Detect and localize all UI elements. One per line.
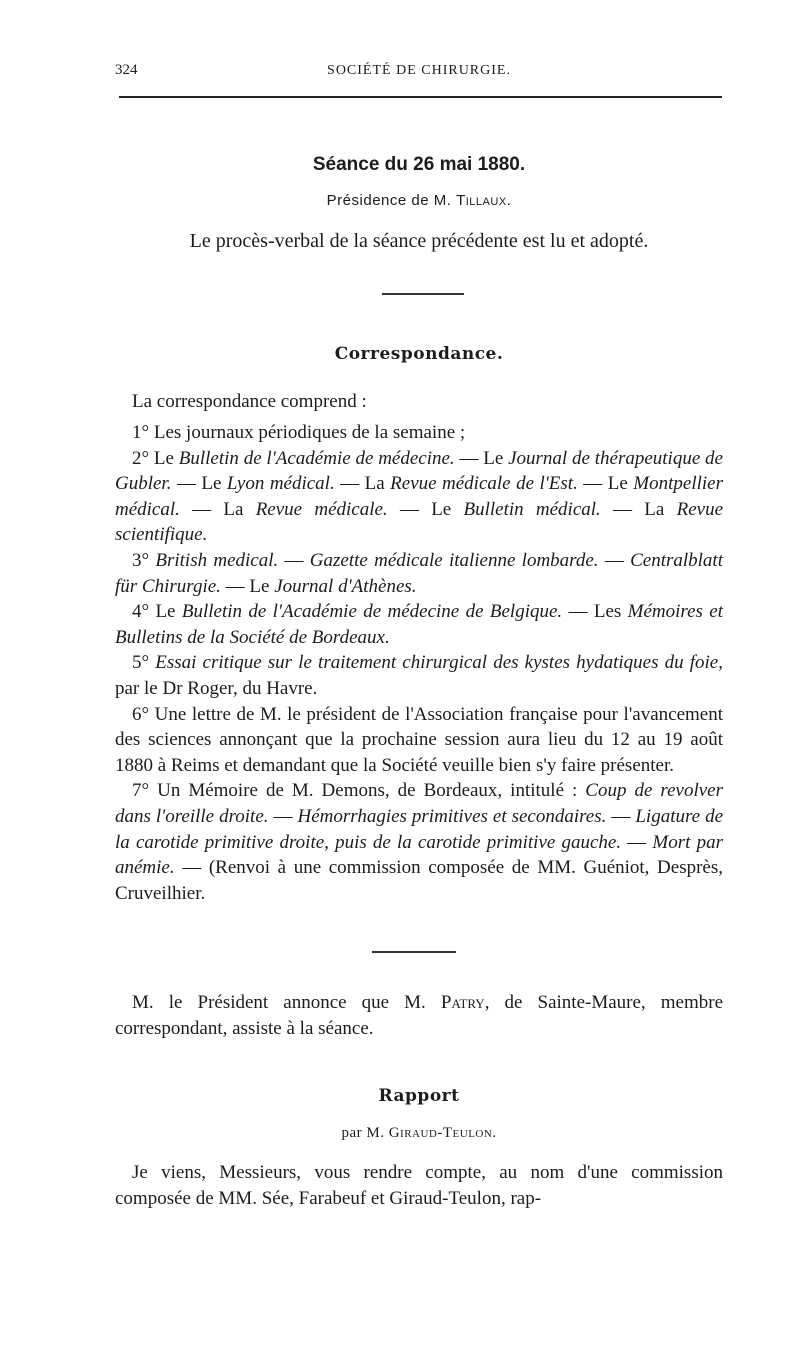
item-number: 6° xyxy=(132,703,155,725)
item-number: 3° xyxy=(132,549,156,571)
publication-title: Bulletin de l'Académie de médecine de Belgique. xyxy=(181,601,563,623)
publication-title: Gazette médicale italienne lombarde. xyxy=(309,549,599,571)
publication-title: Revue médicale de l'Est. xyxy=(390,473,578,495)
item-text: — xyxy=(278,549,310,571)
running-title: SOCIÉTÉ DE CHIRURGIE. xyxy=(327,63,511,78)
announcement-paragraph xyxy=(115,990,723,1041)
publication-title: Bulletin médical. xyxy=(463,498,601,520)
page-header xyxy=(115,62,723,86)
publication-title: Revue médicale. xyxy=(255,498,388,520)
item-text: — xyxy=(598,549,631,571)
page-number: 324 xyxy=(115,62,138,78)
publication-title: Ligature de la carotide primitive droite, puis de la carotide primitive gauche. xyxy=(115,805,724,853)
item-text: Une lettre de M. le président de l'Association française pour l'avancement des sciences annonçant que la prochaine session aura lieu du 12 au 19 août 1880 à Reims et demandant que la Société veuille bien s'y faire présenter. xyxy=(115,703,723,776)
publication-title: British medical. xyxy=(155,549,279,571)
section-divider xyxy=(372,951,456,953)
publication-title: Centralblatt für Chirurgie. xyxy=(115,549,723,597)
announcement-text: M. le Président annonce que M. xyxy=(132,992,441,1013)
item-text: — Le xyxy=(171,473,227,495)
rapport-author xyxy=(115,1125,723,1142)
correspondance-item xyxy=(115,650,723,701)
session-title: Séance du 26 mai 1880. xyxy=(312,154,526,175)
correspondance-intro: La correspondance comprend : xyxy=(132,391,367,412)
item-text: — La xyxy=(334,473,391,495)
correspondance-item xyxy=(115,778,723,906)
correspondance-item xyxy=(115,702,723,779)
item-text: — Le xyxy=(220,575,275,597)
item-text: — Le xyxy=(577,473,634,495)
publication-title: Revue scientifique. xyxy=(115,498,723,546)
item-text: — Le xyxy=(454,447,509,469)
publication-title: Essai critique sur le traitement chirurgical des kystes hydatiques du foie xyxy=(155,652,719,674)
section-divider xyxy=(382,293,464,295)
publication-title: Mémoires et Bulletins de la Société de Bordeaux. xyxy=(115,601,723,648)
rapport-body: Je viens, Messieurs, vous rendre compte, au nom d'une commission composée de MM. Sée, Farabeuf et Giraud-Teulon, rap- xyxy=(115,1162,723,1209)
publication-title: Montpellier médical. xyxy=(115,473,723,520)
item-text: , par le Dr Roger, du Havre. xyxy=(115,652,723,699)
correspondance-heading: Correspondance. xyxy=(334,344,504,364)
member-name: Patry, xyxy=(440,992,490,1013)
publication-title: Hémorrhagies primitives et secondaires. xyxy=(297,805,607,827)
publication-title: Bulletin de l'Académie de médecine. xyxy=(178,447,455,469)
item-text: — La xyxy=(600,498,677,520)
item-number: 1° xyxy=(132,422,154,443)
publication-title: Lyon médical. xyxy=(226,473,335,495)
announcement-text: de Sainte-Maure, membre correspondant, assiste à la séance. xyxy=(115,992,723,1039)
publication-title: Mort par anémie. xyxy=(115,831,723,879)
item-text: — La xyxy=(179,498,256,520)
item-number: 7° xyxy=(132,780,158,802)
correspondance-item xyxy=(115,446,723,548)
presidence-prefix: Présidence de M. xyxy=(326,192,452,209)
header-rule xyxy=(119,96,722,98)
item-text: — xyxy=(606,805,636,827)
author-name: Giraud-Teulon. xyxy=(388,1125,497,1141)
item-number: 2° xyxy=(132,447,154,469)
item-number: 5° xyxy=(132,652,156,674)
author-prefix: par M. xyxy=(341,1125,385,1141)
item-text: — xyxy=(268,805,298,827)
rapport-heading: Rapport xyxy=(378,1086,460,1106)
item-text: Le xyxy=(153,447,179,469)
publication-title: Coup de revolver dans l'oreille droite. xyxy=(115,780,723,827)
minutes-statement: Le procès-verbal de la séance précédente est lu et adopté. xyxy=(189,230,649,252)
item-text: — xyxy=(621,831,653,853)
item-number: 4° xyxy=(132,601,156,623)
item-text: Les journaux périodiques de la semaine ; xyxy=(153,422,466,443)
publication-title: Journal d'Athènes. xyxy=(274,575,417,597)
item-text: Un Mémoire de M. Demons, de Bordeaux, intitulé : xyxy=(157,780,586,802)
correspondance-list xyxy=(115,420,723,906)
item-text: — (Renvoi à une commission composée de MM. Guéniot, Desprès, Cruveilhier. xyxy=(115,857,723,904)
item-text: — Le xyxy=(387,498,464,520)
item-text: Le xyxy=(155,601,182,623)
publication-title: Journal de thérapeutique de Gubler. xyxy=(115,447,723,495)
correspondance-item xyxy=(115,599,723,650)
presidence-line xyxy=(115,192,723,209)
president-name: Tillaux. xyxy=(456,192,512,209)
correspondance-item xyxy=(115,548,723,599)
item-text: — Les xyxy=(562,601,628,623)
correspondance-item xyxy=(115,420,723,446)
